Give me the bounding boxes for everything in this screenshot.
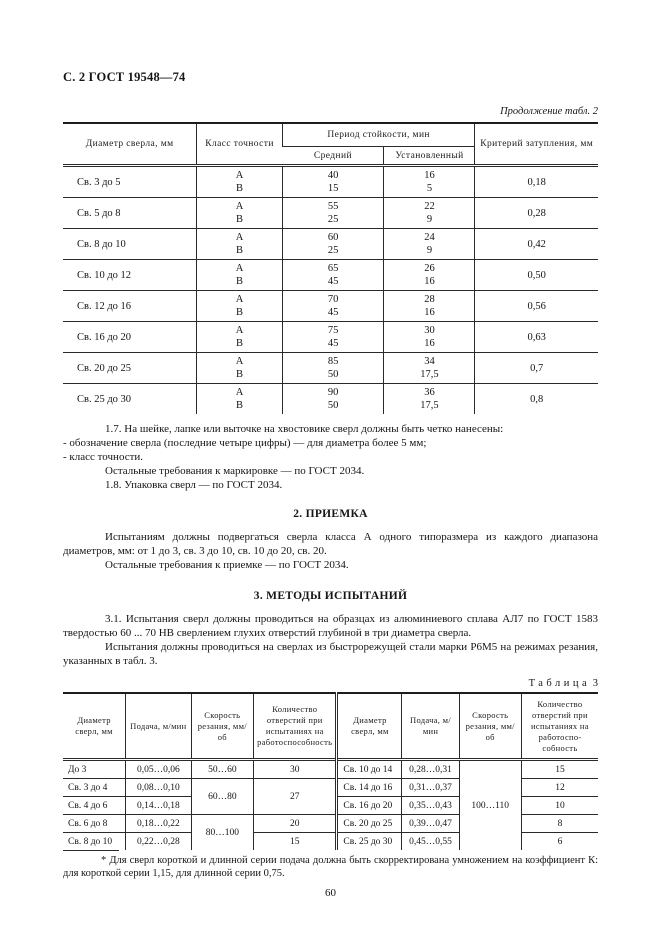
cell-period-set: 22 9 <box>384 198 475 229</box>
cell-diameter: Св. 25 до 30 <box>338 833 402 851</box>
cell-feed: 0,18…0,22 <box>126 815 191 833</box>
cell-feed: 0,31…0,37 <box>402 779 459 797</box>
col-drill-diameter: Диаметр сверл, мм <box>63 693 126 760</box>
col-cutting-speed: Скорость резания, мм/об <box>191 693 254 760</box>
cell-period-avg: 60 25 <box>282 229 384 260</box>
cell-period-avg: 85 50 <box>282 353 384 384</box>
table-row <box>338 760 598 779</box>
cell-count: 27 <box>254 779 336 815</box>
cell-feed: 0,22…0,28 <box>126 833 191 851</box>
table3-left-header-row <box>63 693 335 760</box>
cell-count: 6 <box>521 833 598 851</box>
cell-speed: 60…80 <box>191 779 254 815</box>
col-feed: Подача, м/мин <box>402 693 459 760</box>
paragraph-1-7-item-1: - обозначение сверла (последние четыре цифры) — для диаметра более 5 мм; <box>63 437 427 449</box>
col-period: Период стойкости, мин <box>282 123 475 147</box>
cell-count: 15 <box>254 833 336 851</box>
paragraph-1-7: 1.7. На шейке, лапке или выточке на хвостовике сверл должны быть четко нанесены: <box>105 423 504 435</box>
table-row <box>63 291 598 322</box>
col-feed: Подача, м/мин <box>126 693 191 760</box>
cell-period-set: 30 16 <box>384 322 475 353</box>
cell-period-set: 36 17,5 <box>384 384 475 415</box>
table-row <box>63 760 335 779</box>
col-diameter: Диаметр сверла, мм <box>63 123 197 166</box>
cell-diameter: Св. 20 до 25 <box>63 353 197 384</box>
col-drill-diameter: Диаметр сверл, мм <box>338 693 402 760</box>
cell-period-set: 24 9 <box>384 229 475 260</box>
cell-feed: 0,28…0,31 <box>402 760 459 779</box>
cell-feed: 0,45…0,55 <box>402 833 459 851</box>
footnote-text: * Для сверл короткой и длинной серии подача должна быть скорректирована умножением на коэффициент К: для короткой серии 1,15, для длинной серии 0,75. <box>63 855 598 879</box>
cell-period-avg: 55 25 <box>282 198 384 229</box>
section-3-title: 3. МЕТОДЫ ИСПЫТАНИЙ <box>253 590 408 602</box>
section-2-title: 2. ПРИЕМКА <box>293 508 368 520</box>
cell-period-avg: 70 45 <box>282 291 384 322</box>
cell-diameter: Св. 8 до 10 <box>63 229 197 260</box>
cell-speed: 100…110 <box>459 760 521 851</box>
col-accuracy-class: Класс точности <box>197 123 283 166</box>
table3-right-header-row <box>338 693 598 760</box>
cell-feed: 0,08…0,10 <box>126 779 191 797</box>
cell-period-avg: 40 15 <box>282 166 384 198</box>
cell-diameter: Св. 10 до 14 <box>343 764 393 775</box>
cell-feed: 0,05…0,06 <box>126 760 191 779</box>
cell-period-avg: 75 45 <box>282 322 384 353</box>
paragraph-marking: Остальные требования к маркировке — по ГОСТ 2034. <box>105 465 365 477</box>
cell-speed: 80…100 <box>191 815 254 851</box>
table3-cutting-modes <box>63 692 598 850</box>
cell-feed: 0,35…0,43 <box>402 797 459 815</box>
cell-criterion: 0,7 <box>475 353 598 384</box>
section-2-paragraph-1: Испытаниям должны подвергаться сверла класса А одного типоразмера из каждого диапазона диаметров, мм: от 1 до 3, св. 3 до 10, св. 10 до 20, св. 20. <box>63 531 598 557</box>
table-row <box>63 779 335 797</box>
cell-diameter: Св. 3 до 4 <box>63 779 126 797</box>
cell-period-avg: 65 45 <box>282 260 384 291</box>
cell-diameter: Св. 5 до 8 <box>63 198 197 229</box>
cell-diameter: Св. 4 до 6 <box>63 797 126 815</box>
table-row <box>63 322 598 353</box>
cell-diameter: Св. 16 до 20 <box>338 797 402 815</box>
cell-diameter: Св. 25 до 30 <box>63 384 197 415</box>
col-period-average: Средний <box>282 147 384 166</box>
table3-caption: Таблица 3 <box>528 678 598 689</box>
cell-feed: 0,39…0,47 <box>402 815 459 833</box>
col-hole-count: Количество отверстий при испытаниях на работоспособность <box>521 693 598 760</box>
paragraph-1-8: 1.8. Упаковка сверл — по ГОСТ 2034. <box>105 479 283 491</box>
cell-period-set: 28 16 <box>384 291 475 322</box>
cell-period-set: 26 16 <box>384 260 475 291</box>
cell-count: 30 <box>254 760 336 779</box>
cell-class: А В <box>197 322 283 353</box>
cell-diameter: До 3 <box>68 764 87 775</box>
cell-class: А В <box>197 166 283 198</box>
cell-criterion: 0,28 <box>475 198 598 229</box>
cell-class: А В <box>197 198 283 229</box>
col-cutting-speed: Скорость резания, мм/об <box>459 693 521 760</box>
cell-diameter: Св. 14 до 16 <box>338 779 402 797</box>
table2-tool-life <box>63 122 598 414</box>
table-row <box>63 198 598 229</box>
cell-class: А В <box>197 260 283 291</box>
cell-criterion: 0,18 <box>475 166 598 198</box>
table-row <box>63 384 598 415</box>
section-3-paragraph-2: Испытания должны проводиться на сверлах из быстрорежущей стали марки Р6М5 на режимах резания, указанных в табл. 3. <box>63 641 598 667</box>
cell-diameter: Св. 12 до 16 <box>63 291 197 322</box>
cell-period-set: 16 5 <box>384 166 475 198</box>
table-row <box>63 353 598 384</box>
cell-count: 20 <box>254 815 336 833</box>
cell-diameter: Св. 6 до 8 <box>63 815 126 833</box>
cell-criterion: 0,50 <box>475 260 598 291</box>
cell-class: А В <box>197 229 283 260</box>
cell-count: 15 <box>521 760 598 779</box>
table3-left-half <box>63 692 335 850</box>
page-number: 60 <box>325 887 336 899</box>
col-hole-count: Количество отверстий при испытаниях на работоспособность <box>254 693 336 760</box>
cell-criterion: 0,63 <box>475 322 598 353</box>
table-row <box>63 229 598 260</box>
col-criterion: Критерий затупления, мм <box>475 123 598 166</box>
paragraph-1-7-item-2: - класс точности. <box>63 451 144 463</box>
footnote-rule <box>63 850 119 851</box>
cell-count: 8 <box>521 815 598 833</box>
cell-diameter: Св. 10 до 12 <box>63 260 197 291</box>
cell-criterion: 0,42 <box>475 229 598 260</box>
table3-right-half <box>338 692 598 850</box>
cell-count: 12 <box>521 779 598 797</box>
cell-diameter: Св. 20 до 25 <box>338 815 402 833</box>
cell-diameter: Св. 8 до 10 <box>63 833 126 851</box>
cell-class: А В <box>197 353 283 384</box>
page-header: С. 2 ГОСТ 19548—74 <box>63 70 186 84</box>
table-row <box>63 260 598 291</box>
cell-period-set: 34 17,5 <box>384 353 475 384</box>
table-row <box>63 166 598 198</box>
section-3-paragraph-1: 3.1. Испытания сверл должны проводиться на образцах из алюминиевого сплава АЛ7 по ГОСТ 1583 твердостью 60 ... 70 НВ сверлением глухих отверстий глубиной в три диаметра сверла. <box>63 613 598 639</box>
cell-class: А В <box>197 291 283 322</box>
cell-diameter: Св. 3 до 5 <box>77 176 121 188</box>
cell-diameter: Св. 16 до 20 <box>63 322 197 353</box>
section-2-paragraph-2: Остальные требования к приемке — по ГОСТ 2034. <box>105 559 349 571</box>
table-row <box>63 815 335 833</box>
cell-criterion: 0,8 <box>475 384 598 415</box>
col-period-set: Установленный <box>384 147 475 166</box>
cell-period-avg: 90 50 <box>282 384 384 415</box>
cell-criterion: 0,56 <box>475 291 598 322</box>
cell-speed: 50…60 <box>191 760 254 779</box>
cell-count: 10 <box>521 797 598 815</box>
table2-caption: Продолжение табл. 2 <box>500 106 598 117</box>
cell-feed: 0,14…0,18 <box>126 797 191 815</box>
cell-class: А В <box>197 384 283 415</box>
table2-header-row <box>63 123 598 147</box>
